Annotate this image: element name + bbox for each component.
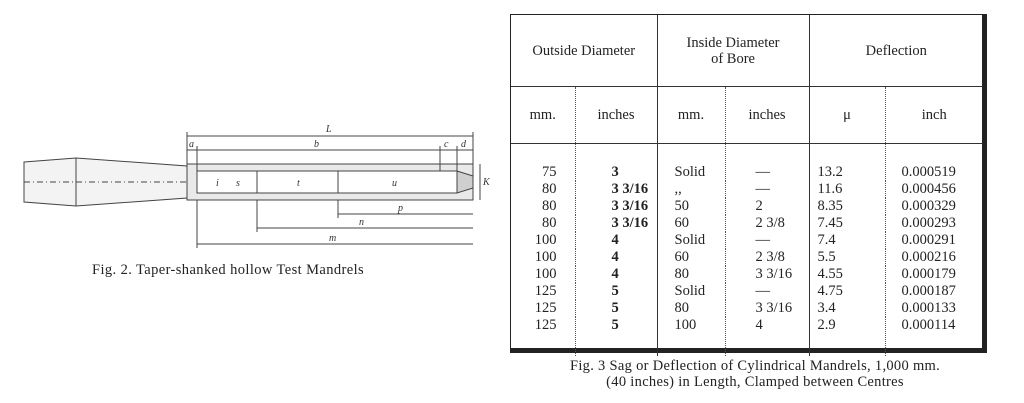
mu-cell: 7.4	[809, 232, 885, 249]
inch-cell: 0.000179	[885, 266, 983, 283]
od-mm-cell: 80	[542, 215, 557, 231]
od-in-cell: 3 3/16	[575, 215, 657, 232]
od-in-cell: 3 3/16	[575, 181, 657, 198]
deflection-table-frame	[510, 14, 987, 353]
od-in-cell: 5	[575, 300, 657, 317]
od-mm-cell: 75	[542, 164, 557, 180]
deflection-table	[511, 15, 983, 356]
label-n: n	[359, 217, 364, 228]
subheader-od-mm: mm.	[511, 87, 575, 144]
inch-cell: 0.000114	[885, 317, 983, 356]
label-s: s	[236, 178, 240, 189]
mu-cell: 4.55	[809, 266, 885, 283]
figure-2	[0, 0, 505, 403]
od-in-cell: 5	[575, 317, 657, 356]
subheader-inch: inch	[885, 87, 983, 144]
id-in-cell: 4	[725, 317, 809, 356]
od-in-cell: 4	[575, 249, 657, 266]
id-mm-cell: 60	[657, 215, 725, 232]
table-row	[511, 317, 983, 356]
od-mm-cell: 125	[534, 283, 557, 299]
mu-cell: 5.5	[809, 249, 885, 266]
id-mm-cell: 80	[657, 266, 725, 283]
subheader-id-mm: mm.	[657, 87, 725, 144]
table-row	[511, 198, 983, 215]
id-mm-cell: Solid	[657, 283, 725, 300]
id-in-cell: —	[725, 283, 809, 300]
table-row	[511, 232, 983, 249]
od-mm-cell: 80	[542, 181, 557, 197]
id-in-cell: 2 3/8	[725, 215, 809, 232]
inch-cell: 0.000187	[885, 283, 983, 300]
id-in-cell: —	[725, 181, 809, 198]
table-row	[511, 266, 983, 283]
header-outside-diameter: Outside Diameter	[511, 15, 657, 87]
mu-cell: 4.75	[809, 283, 885, 300]
header-deflection: Deflection	[809, 15, 983, 87]
od-mm-cell: 125	[534, 300, 557, 316]
mu-cell: 2.9	[809, 317, 885, 356]
header-inside-diameter	[657, 15, 809, 87]
table-row	[511, 249, 983, 266]
od-in-cell: 4	[575, 232, 657, 249]
label-L: L	[326, 124, 332, 135]
od-mm-cell: 80	[542, 198, 557, 214]
inch-cell: 0.000216	[885, 249, 983, 266]
od-mm-cell: 125	[534, 317, 557, 333]
inch-cell: 0.000293	[885, 215, 983, 232]
id-in-cell: —	[725, 232, 809, 249]
label-m: m	[329, 233, 337, 244]
subheader-mu: μ	[809, 87, 885, 144]
inch-cell: 0.000133	[885, 300, 983, 317]
id-in-cell: 2 3/8	[725, 249, 809, 266]
table-row	[511, 300, 983, 317]
label-i: i	[216, 178, 219, 189]
id-in-cell: 3 3/16	[725, 300, 809, 317]
id-in-cell: 3 3/16	[725, 266, 809, 283]
subheader-id-inches: inches	[725, 87, 809, 144]
mu-cell: 8.35	[809, 198, 885, 215]
figure-3-caption	[520, 358, 990, 390]
table-row	[511, 215, 983, 232]
od-in-cell: 3	[575, 144, 657, 182]
label-d: d	[461, 139, 466, 150]
id-in-cell: 2	[725, 198, 809, 215]
id-mm-cell: Solid	[657, 232, 725, 249]
inch-cell: 0.000291	[885, 232, 983, 249]
label-a: a	[189, 139, 194, 150]
od-mm-cell: 100	[534, 249, 557, 265]
table-row	[511, 144, 983, 182]
inch-cell: 0.000456	[885, 181, 983, 198]
figure-3-caption-line2: (40 inches) in Length, Clamped between Centres	[606, 374, 904, 390]
id-mm-cell: ,,	[657, 181, 725, 198]
id-mm-cell: 50	[657, 198, 725, 215]
label-b: b	[314, 139, 319, 150]
id-in-cell: —	[725, 144, 809, 182]
label-K: K	[483, 177, 490, 188]
mu-cell: 3.4	[809, 300, 885, 317]
label-t: t	[297, 178, 300, 189]
label-p: p	[398, 203, 403, 214]
od-in-cell: 5	[575, 283, 657, 300]
mu-cell: 13.2	[809, 144, 885, 182]
header-inside-line2: of Bore	[711, 50, 755, 67]
table-row	[511, 181, 983, 198]
mandrel-drawing	[14, 118, 494, 258]
subheader-od-inches: inches	[575, 87, 657, 144]
mu-cell: 7.45	[809, 215, 885, 232]
mu-cell: 11.6	[809, 181, 885, 198]
inch-cell: 0.000329	[885, 198, 983, 215]
header-inside-line1: Inside Diameter	[686, 34, 780, 51]
id-mm-cell: 60	[657, 249, 725, 266]
od-in-cell: 3 3/16	[575, 198, 657, 215]
id-mm-cell: 100	[657, 317, 725, 356]
table-row	[511, 283, 983, 300]
label-u: u	[392, 178, 397, 189]
od-mm-cell: 100	[534, 266, 557, 282]
figure-2-caption: Fig. 2. Taper-shanked hollow Test Mandrels	[92, 262, 365, 278]
label-c: c	[444, 139, 449, 150]
od-mm-cell: 100	[534, 232, 557, 248]
inch-cell: 0.000519	[885, 144, 983, 182]
figure-3-caption-line1: Fig. 3 Sag or Deflection of Cylindrical Mandrels, 1,000 mm.	[569, 358, 941, 374]
id-mm-cell: Solid	[657, 144, 725, 182]
od-in-cell: 4	[575, 266, 657, 283]
id-mm-cell: 80	[657, 300, 725, 317]
